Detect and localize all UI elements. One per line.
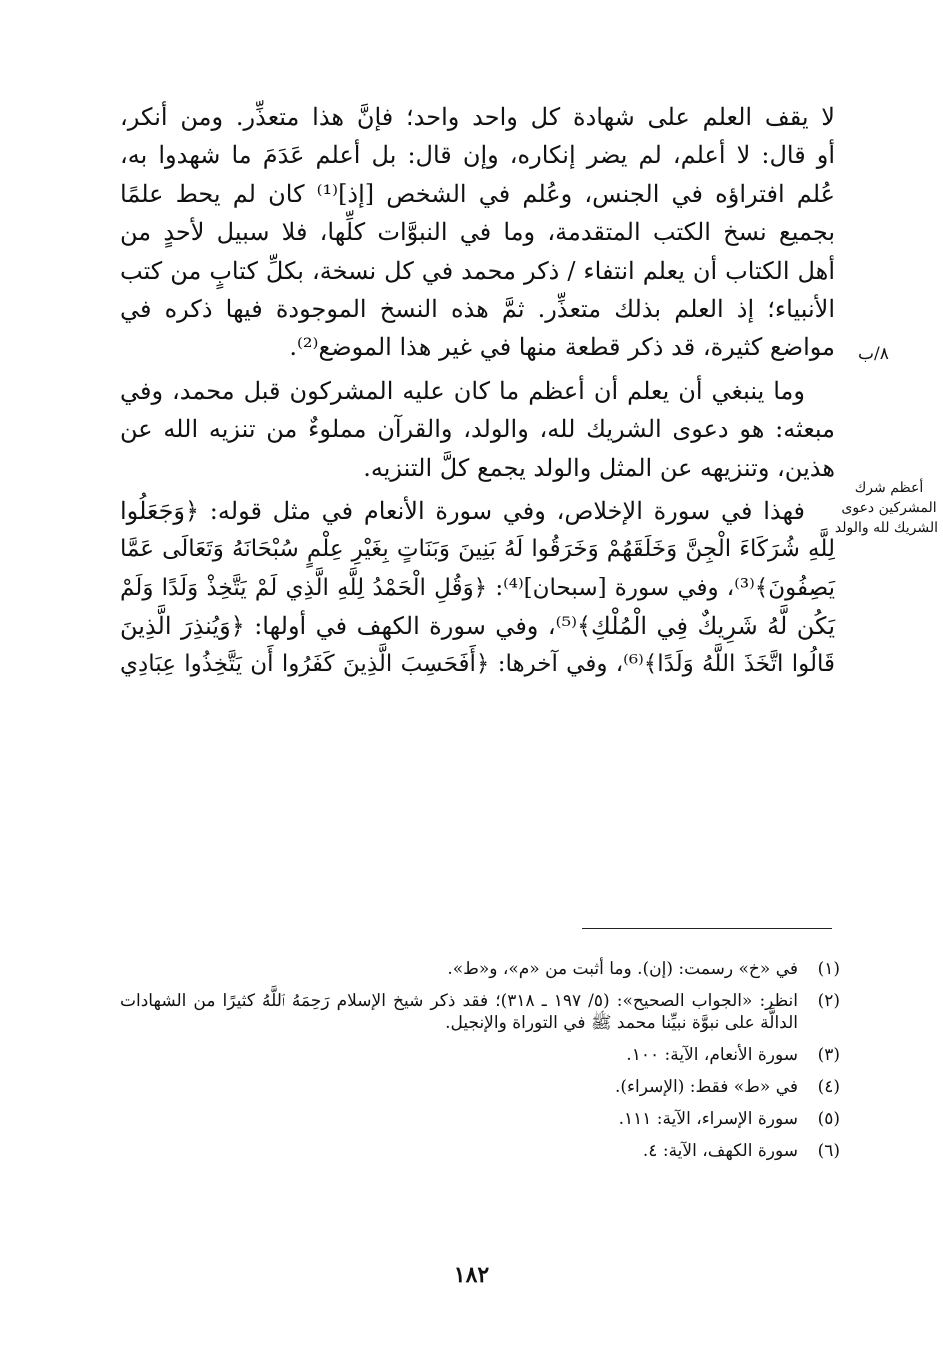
footnote-1 [120, 958, 840, 980]
footnote-text: انظر: «الجواب الصحيح»: (٥/ ١٩٧ ـ ٣١٨)؛ فقد ذكر شيخ الإسلام رَحِمَهُ ٱللَّهُ كثيرًا من الشهادات الدالَّة على نبوَّة نبيِّنا محمد ﷺ في التوراة والإنجيل. [120, 991, 798, 1033]
text-line-10: هذين، وتنزيهه عن المثل والولد يجمع كلَّ التنزيه. [363, 453, 835, 482]
footnote-text: سورة الكهف، الآية: ٤. [642, 1141, 798, 1161]
text-line-7: مواضع كثيرة، قد ذكر قطعة منها في غير هذا الموضع⁽²⁾. [289, 333, 835, 362]
footnote-number: (٦) [817, 1141, 840, 1161]
text-line-14: يَكُن لَّهُ شَرِيكٌ فِي الْمُلْكِ﴾⁽⁵⁾، وفي سورة الكهف في أولها: ﴿وَيُنذِرَ الَّذِينَ [120, 612, 835, 641]
folio-marker: ٨/ب [858, 344, 889, 364]
margin-heading-line-2: المشركين دعوى [841, 500, 937, 516]
text-line-6: الأنبياء؛ إذ العلم بذلك متعذِّر. ثمَّ هذه النسخ الموجودة فيها ذكره في [120, 294, 835, 323]
footnote-4 [120, 1076, 840, 1098]
footnote-3 [120, 1044, 840, 1066]
footnote-text: في «ط» فقط: (الإسراء). [614, 1077, 798, 1097]
text-line-4: بجميع نسخ الكتب المتقدمة، وما في النبوَّات كلِّها، فلا سبيل لأحدٍ من [120, 218, 835, 247]
text-line-12: لِلَّهِ شُرَكَاءَ الْجِنَّ وَخَلَقَهُمْ وَخَرَقُوا لَهُ بَنِينَ وَبَنَاتٍ بِغَيْرِ عِلْمٍ سُبْحَانَهُ وَتَعَالَى عَمَّا [120, 536, 835, 563]
footnotes [120, 958, 840, 1172]
footnote-number: (٥) [817, 1109, 840, 1129]
footnote-text: في «خ» رسمت: (إن). وما أثبت من «م»، و«ط». [447, 959, 798, 979]
footnote-number: (١) [817, 959, 840, 979]
text-line-13: يَصِفُونَ﴾⁽³⁾، وفي سورة [سبحان]⁽⁴⁾: ﴿وَقُلِ الْحَمْدُ لِلَّهِ الَّذِي لَمْ يَتَّخِذْ وَلَدًا وَلَمْ [120, 574, 836, 601]
footnote-text: سورة الإسراء، الآية: ١١١. [618, 1109, 798, 1129]
footnote-6 [120, 1140, 840, 1162]
text-line-2: أو قال: لا أعلم، لم يضر إنكاره، وإن قال: بل أعلم عَدَمَ ما شهدوا به، [120, 141, 835, 170]
text-line-5: أهل الكتاب أن يعلم انتفاء / ذكر محمد في كل نسخة، بكلِّ كتابٍ من كتب [120, 256, 835, 285]
footnote-number: (٤) [817, 1077, 840, 1097]
text-line-9: مبعثه: هو دعوى الشريك لله، والولد، والقرآن مملوءٌ من تنزيه الله عن [120, 415, 835, 444]
text-line-8: وما ينبغي أن يعلم أن أعظم ما كان عليه المشركون قبل محمد، وفي [120, 376, 805, 405]
margin-heading [834, 478, 938, 538]
footnote-2 [120, 990, 840, 1034]
text-line-1: لا يقف العلم على شهادة كل واحد واحد؛ فإنَّ هذا متعذِّر. ومن أنكر، [120, 103, 835, 131]
margin-heading-line-3: الشريك لله والولد [834, 520, 938, 536]
text-line-15: قَالُوا اتَّخَذَ اللَّهُ وَلَدًا﴾⁽⁶⁾، وفي آخرها: ﴿أَفَحَسِبَ الَّذِينَ كَفَرُوا أَن يَتَّخِذُوا عِبَادِي [120, 651, 835, 678]
text-line-11: فهذا في سورة الإخلاص، وفي سورة الأنعام في مثل قوله: ﴿وَجَعَلُوا [120, 496, 805, 525]
footnote-5 [120, 1108, 840, 1130]
footnote-number: (٢) [817, 991, 840, 1011]
footnote-number: (٣) [817, 1045, 840, 1065]
main-text [120, 98, 835, 684]
margin-heading-line-1: أعظم شرك [854, 480, 924, 496]
footnote-text: سورة الأنعام، الآية: ١٠٠. [626, 1045, 798, 1065]
text-line-3: عُلم افتراؤه في الجنس، وعُلم في الشخص [إذ]⁽¹⁾ كان لم يحط علمًا [120, 179, 836, 208]
page-number: ١٨٢ [453, 1262, 490, 1288]
footnote-separator [582, 928, 832, 929]
